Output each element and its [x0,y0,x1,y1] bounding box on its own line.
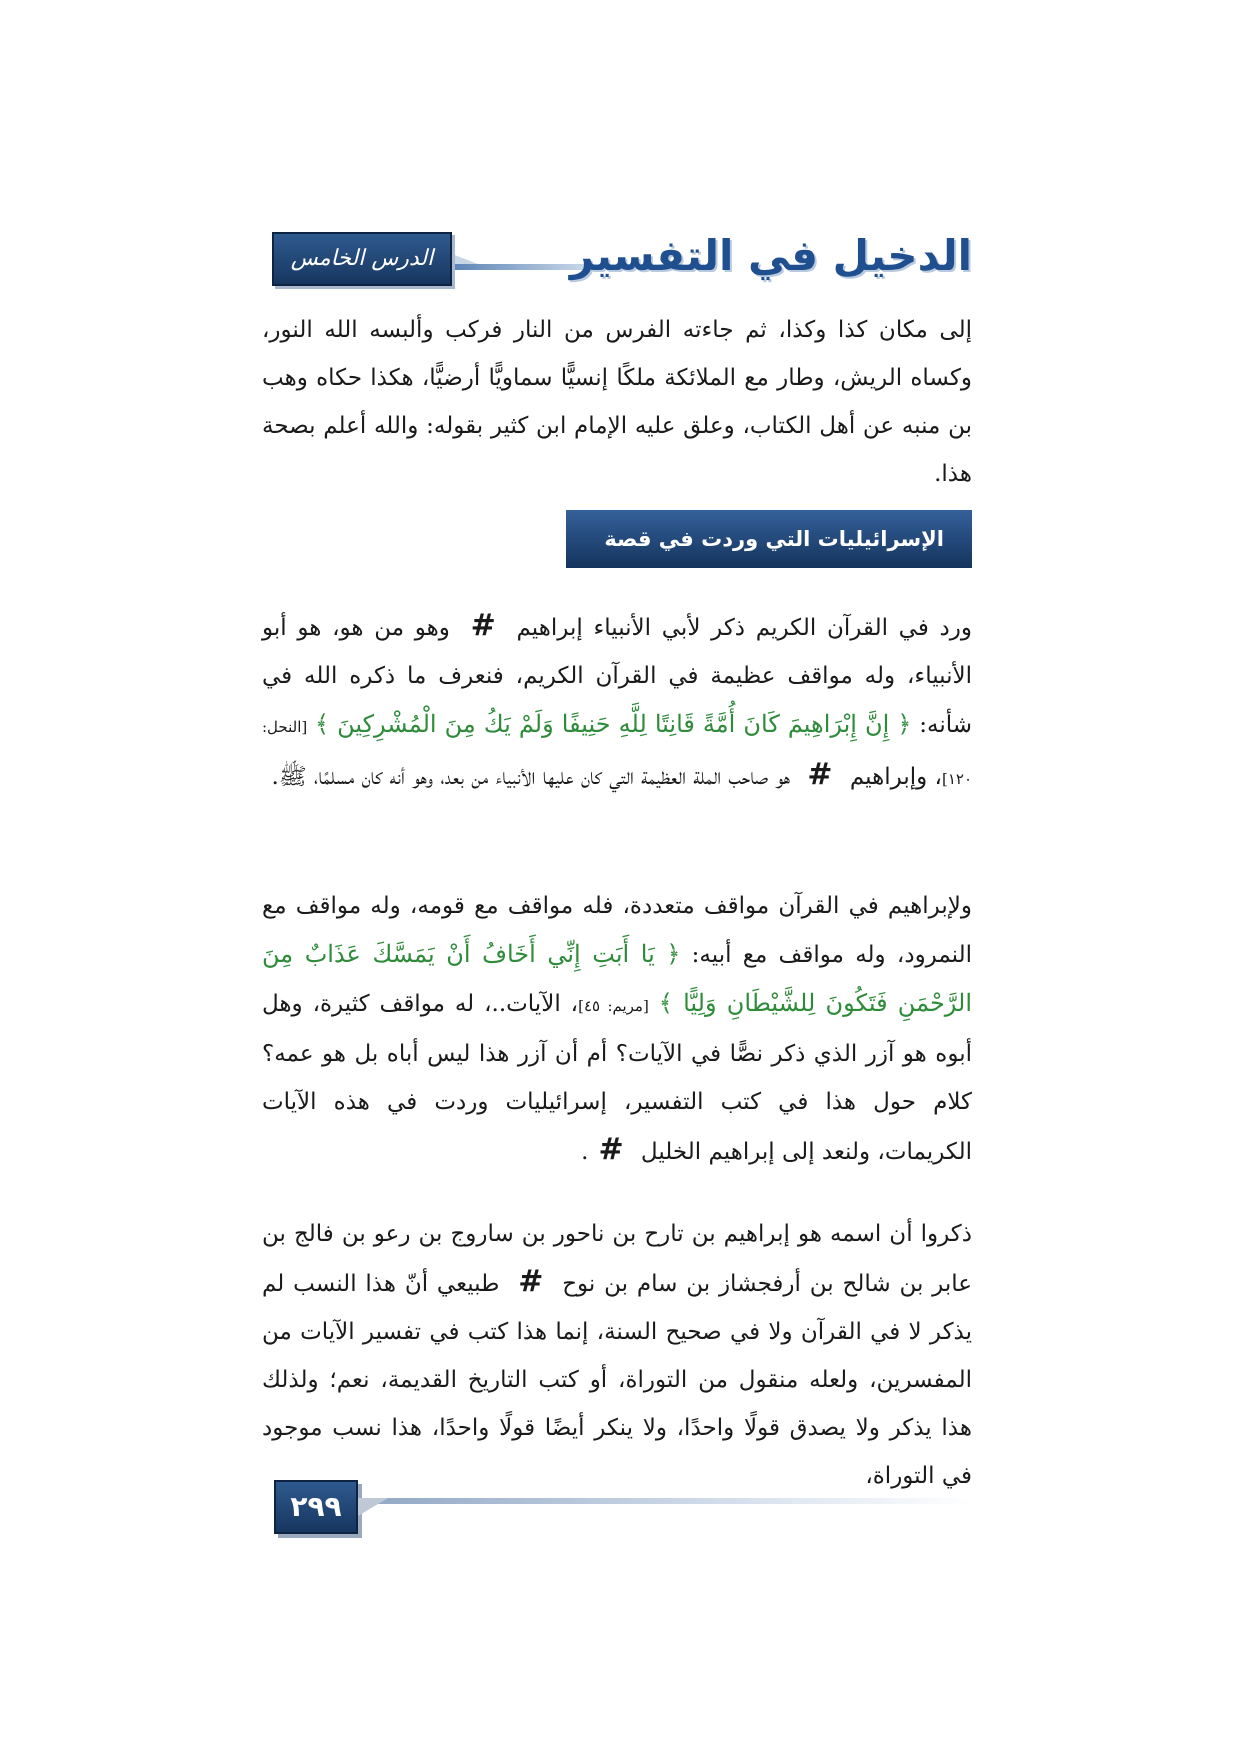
p2-part1: ورد في القرآن الكريم ذكر لأبي الأنبياء إبراهيم [516,615,973,641]
p2-part2: وهو من هو، هو أبو الأنبياء، وله مواقف عظيمة في القرآن الكريم، فنعرف ما ذكره الله في شأنه: [262,615,973,738]
p4-part1: ذكروا أن اسمه هو إبراهيم بن تارح بن ناحور بن ساروج بن رعو بن فالج بن عابر بن شالح بن أرفجشاز بن سام بن نوح [262,1221,972,1297]
p3-mark: # [598,1132,624,1167]
book-title: الدخيل في التفسير [569,231,972,280]
footer-divider [358,1498,974,1504]
page-number: ٢٩٩ [274,1480,358,1534]
section-heading [566,510,972,614]
paragraph-2 [262,602,972,803]
verse-reference-2: [مريم: ٤٥] [578,997,649,1015]
quran-verse-2: ﴿ يَا أَبَتِ إِنِّي أَخَافُ أَنْ يَمَسَّكَ عَذَابٌ مِنَ الرَّحْمَنِ فَتَكُونَ لِلشَّيْطَانِ وَلِيًّا ﴾ [262,940,973,1017]
section-heading-text: الإسرائيليات التي وردت في قصة إبراهيم [604,527,944,611]
paragraph-3 [262,882,972,1176]
p2-part4: هو صاحب الملة العظيمة التي كان عليها الأنبياء من بعد، وهو أنه كان مسلمًا، ﷺ. [271,764,791,790]
section-heading-mark: # [816,579,842,614]
paragraph-1: إلى مكان كذا وكذا، ثم جاءته الفرس من النار فركب وألبسه الله النور، وكساه الريش، وطار مع الملائكة ملكًا إنسيًّا سماويًّا أرضيًّا، هكذا حكاه وهب بن منبه عن أهل الكتاب، وعلق عليه الإمام ابن كثير بقوله: والله أعلم بصحة هذا. [262,317,972,487]
p2-mark1: # [470,608,496,643]
p2-mark2: # [807,757,833,792]
quran-verse-1: ﴿ إِنَّ إِبْرَاهِيمَ كَانَ أُمَّةً قَانِتًا لِلَّهِ حَنِيفًا وَلَمْ يَكُ مِنَ الْمُشْرِكِينَ ﴾ [314,710,912,738]
p4-mark: # [518,1264,544,1299]
page-header [272,228,972,321]
lesson-badge: الدرس الخامس عشر [272,232,452,286]
verse-reference-1: [النحل: ١٢٠] [262,718,972,788]
p4-part2: طبيعي أنّ هذا النسب لم يذكر لا في القرآن ولا في صحيح السنة، إنما هذا كتب في تفسير الآيات من المفسرين، ولعله منقول من التوراة، أو كتب التاريخ القديمة، نعم؛ ولذلك هذا يذكر ولا يصدق قولًا واحدًا، ولا ينكر أيضًا قولًا واحدًا، هذا نسب موجود في التوراة، [262,1271,973,1489]
p2-part3: ، وإبراهيم [849,764,942,790]
p3-part2: ، الآيات..، له مواقف كثيرة، وهل أبوه هو آزر الذي ذكر نصًّا في الآيات؟ أم أن آزر هذا ليس أباه بل هو عمه؟ كلام حول هذا في كتب التفسير، إسرائيليات وردت في هذه الآيات الكريمات، ولنعد إلى إبراهيم الخليل [262,991,972,1165]
p3-part1: ولإبراهيم في القرآن مواقف متعددة، فله مواقف مع قومه، وله مواقف مع النمرود، وله مواقف مع أبيه: [262,893,973,968]
paragraph-4 [262,1210,972,1500]
p3-end: . [581,1139,589,1165]
page-footer [274,1480,974,1536]
